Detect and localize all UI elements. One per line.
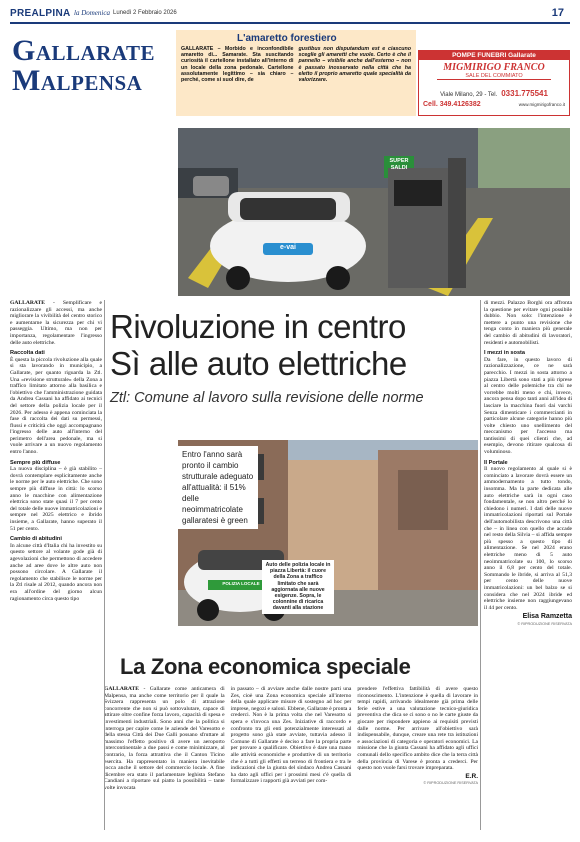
page-header (10, 6, 570, 24)
ad-website: www.migmirigofranco.it (518, 102, 565, 107)
right-col-para-1: di mezzi. Palazzo Borghi ora affronta la questione per evitare ogni possibile dubbio. Non solo: l'intenzione è mettere a punto una revisione che tenga conto in maniera più generale del cambio di abitudini di lavoratori, residenti e automobilisti. (484, 300, 572, 346)
ad-address: Viale Milano, 29 - Tel. (440, 92, 498, 98)
page-number: 17 (551, 7, 564, 19)
sidebar-box (176, 30, 416, 116)
photo-police-car-livery: POLIZIA LOCALE (222, 581, 260, 586)
second-article-col-1 (104, 686, 225, 792)
photo-charging-station-drawing (178, 128, 570, 296)
second-article-col-3 (357, 686, 478, 792)
right-col-para-3: Il nuovo regolamento al quale si è cominciato a lavorare dovrà essere un ammodernamento a tutto tondo, insomma. Ma la parte dedicata alle auto elettriche sarà in ogni caso fondamentale, se non altro perché lo chiedono i numeri. I dati delle nuove immatricolazioni riportati sul Portale dell'automobilista descrivono una città che – in linea con quello che accade nel resto della Silvia – si affida sempre più spesso a questo tipo di alimentazione. Se nel 2024 erano elettriche meno di 5 auto neoimmatricolate su 100, lo scorso anno il 6,8 per cento del totale. Sommando le ibride, si arriva al 51,3 per cento delle nuove immatricolazioni: un bel balzo se si considera che nel 2024 ibride ed elettriche insieme non raggiungevano il 44 per cento. (484, 466, 572, 611)
right-col-copyright: © RIPRODUZIONE RISERVATA (517, 621, 572, 626)
left-col-para-4: In alcune città d'Italia chi ha investito su questo settore al volante gode già di agevolazioni che permettono di accedere anche ad aree dove le altre auto non possono circolare. A Gallarate il regolamento che stabilisce le norme per la Ztl risale al 2012, quando ancora non era all'ordine del giorno alcun ragionamento circa questo tipo (10, 542, 102, 602)
left-col-subhead-3: Cambio di abitudini (10, 536, 62, 543)
ad-cell: Cell. 349.4126382 (423, 101, 481, 108)
right-col-para-2: Da fare, in questo lavoro di razionalizzazione, ce ne sarà parecchio. I mezzi in sosta attorno a piazza Libertà sono stati a più riprese al centro delle polemiche tra chi ne vorrebbe molti meno e chi, invece, ancora pensa dopo tanti anni all'idea di lasciare la macchina fuori dai varchi Senza dimenticare i commercianti in particolare alcune categorie hanno più volte chiesto uno snellimento del meccanismo per l'accesso ma tantissimi di quei clienti che, ad esempio, devono ritirare qualcosa di voluminoso. (484, 356, 572, 456)
second-article-col-2-text: in passato – di avviare anche dalle nostre parti una Zes, cioè una Zona economica speciale all'interno della quale applicare misure di sostegno ad hoc per imprese, negozi e saloni. Ebbene, Gallarate è pronta a crederci. Non è la prima volta che nel Varesotto si spera e s'invoca una Zes. Iniziative di raccordo e confronto tra gli enti potenzialmente interessati al progetto sono già state avviate, tuttavia adesso il Comune di Gallarate è deciso a fare la propria parte per provare a qualificare. Obiettivo è dare una mano alle attività economiche e produttive di un territorio che è a tutti gli effetti un terreno di frontiera e tra le indicazioni che la giunta del sindaco Andrea Cassani ha dato agli uffici per i prossimi mesi c'è quella di formalizzare i rapporti già avviati per com- (230, 686, 352, 785)
main-headline-line1: Rivoluzione in centro (110, 308, 406, 345)
right-col-subhead-2: Il Portale (484, 459, 508, 466)
ad-name: MIGMIRIGO FRANCO (443, 62, 545, 73)
ad-subtitle: SALE DEL COMMIATO (437, 73, 551, 80)
right-col-author: Elisa Ramzetta (522, 613, 572, 621)
photo-car-brand: e-vai (280, 244, 296, 251)
left-col-subhead-2: Sempre più diffuse (10, 459, 61, 466)
photo-charging-station (178, 128, 570, 296)
main-article-left-column (10, 300, 102, 602)
second-article-body (104, 686, 478, 792)
section-title-line2: Malpensa (12, 64, 143, 97)
section-title (12, 36, 172, 114)
newspaper-logo: PREALPINA (10, 8, 71, 19)
main-subheadline: Ztl: Comune al lavoro sulla revisione delle norme (110, 390, 424, 406)
sidebar-box-title: L'amaretto forestiero (237, 33, 337, 44)
second-article-author: E.R. (465, 772, 479, 780)
funeral-ad[interactable] (418, 50, 570, 116)
column-divider-left (104, 300, 105, 830)
section-title-line1: Gallarate (12, 34, 155, 67)
second-article-dateline: GALLARATE (104, 686, 140, 692)
right-col-subhead-1: I mezzi in sosta (484, 350, 526, 357)
left-col-para-2: È questa la piccola rivoluzione alla quale si sta lavorando in municipio, a Gallarate, per quanto riguarda la Ztl. Una «revisione strutturale» della Zona a traffico limitato attorno alla basilica e l'obiettivo che l'amministrazione guidata da Andrea Cassani ha affidato ai tecnici del settore della polizia locale per il 2026. Per adesso è appena cominciata la fase di raccolta dei dati su permessi, flussi e criticità che oggi accompagnano l'ingresso delle auto all'interno del perimetro dell'area pedonale, ma si vuole arrivare a un nuovo regolamento entro l'anno. (10, 356, 102, 456)
main-headline (110, 308, 480, 382)
second-article-col-3-text: prendere l'effettiva fattibilità di avere questo riconoscimento. L'intenzione è quella di lavorare in tempi rapidi, arrivando idealmente già prima delle ferie estive a una valutazione tecnico-giuridica preventiva che dica se ci sono o no le carte giuste da giocare per rispondere appieno ai requisiti previsti dalle norme. Per arrivare all'obiettivo sarà indispensabile, dunque, creare una rete tra istituzioni e associazioni di categoria e operatori economici. La missione che la giunta Cassani ha affidato agli uffici comunali dello specifico ambito dice che la terra città della provincia di Varese è pronta a crederci. Per questo non vuole farsi trovare impreparata. (357, 686, 479, 772)
sidebar-box-text-col1: GALLARATE – Morbido e inconfondibile amaretto di... Samarate. Sta suscitando curiosità il cartellone installato all'interno di un locale della zona pedonale. Cartellone assolutamente legittimo – sia chiaro – perché, come si suol dire, de (181, 46, 294, 84)
left-col-subhead-1: Raccolta dati (10, 350, 45, 357)
issue-date: Lunedì 2 Febbraio 2026 (113, 10, 177, 16)
second-article-copyright: © RIPRODUZIONE RISERVATA (423, 781, 479, 786)
photo-caption: Auto delle polizia locale in piazza Libertà: il cuore della Zona a traffico limitato che sarà aggiornata alle nuove esigenze. Sopra, le colonnine di ricarica davanti alla stazione (262, 560, 334, 614)
left-col-para-1: - Semplificare e razionalizzare gli accessi, ma anche migliorare la vivibilità del centro storico e aumentarne la sicurezza per chi vi passeggia. Ultimo, ma non per importanza, regolamentare l'ingresso delle auto elettriche. (10, 300, 102, 346)
second-article-col-2 (231, 686, 352, 792)
photo-shop-sign: SUPER SALDI (389, 158, 409, 171)
ad-header: POMPE FUNEBRI Gallarate (419, 51, 569, 60)
left-col-para-3: La nuova disciplina – è già stabilito – dovrà contemplare esplicitamente anche le norme per le auto elettriche. Che sono sempre più diffuse in città: lo scorso anno le macchine con alimentazione elettrica sono state quasi il 7 per cento del totale delle nuove immatricolazioni e sempre nel 2025 elettrico e ibrido insieme, a Gallarate, hanno superato il 51 per cento. (10, 466, 102, 532)
edition-label: la Domenica (74, 9, 110, 17)
column-divider-right (480, 300, 481, 830)
ad-phone: 0331.775541 (501, 89, 548, 98)
main-headline-line2: Sì alle auto elettriche (110, 345, 407, 382)
second-article-col-1-text: - Gallarate come anticamera di Malpensa, ma anche come territorio per il quale la Svizzera rappresenta un polo di attrazione concorrente che non si può sottovalutare, capace di attirare oltre confine forza lavoro, capacità di spesa e investimenti industriali. Sono anni che la politica si interroga per capire come le aziende del Varesotto e della stessa Città dei Due Galli possano sfruttare al massimo l'effetto positivo di avere un aeroporto intercontinentale a due passi e come minimizzare, al contrario, la forza attrattiva che il Canton Ticino esercita. Ha rappresentato in maniera inevitabile tocca anche il settore del commercio locale. A fine dicembre era stato il parlamentare leghista Stefano Candiani a riportare sul piatto la possibilità – tante volte invocata (104, 686, 225, 791)
sidebar-box-text-col2: gustibus non disputandum est e ciascuno sceglie gli amaretti che vuole. Certo è che il pannello – visibile anche dall'esterno – non è passato inosservato nella città che ha eletto il proprio amaretto quale specialità da valorizzare. (298, 46, 411, 84)
second-article-headline: La Zona economica speciale (120, 654, 411, 679)
pull-quote: Entro l'anno sarà pronto il cambio strutturale adeguato all'attualità: il 51% delle neoimmatricolate gallaratesi è green (178, 446, 258, 529)
article-dateline: GALLARATE (10, 300, 46, 306)
main-article-right-column (484, 300, 572, 628)
